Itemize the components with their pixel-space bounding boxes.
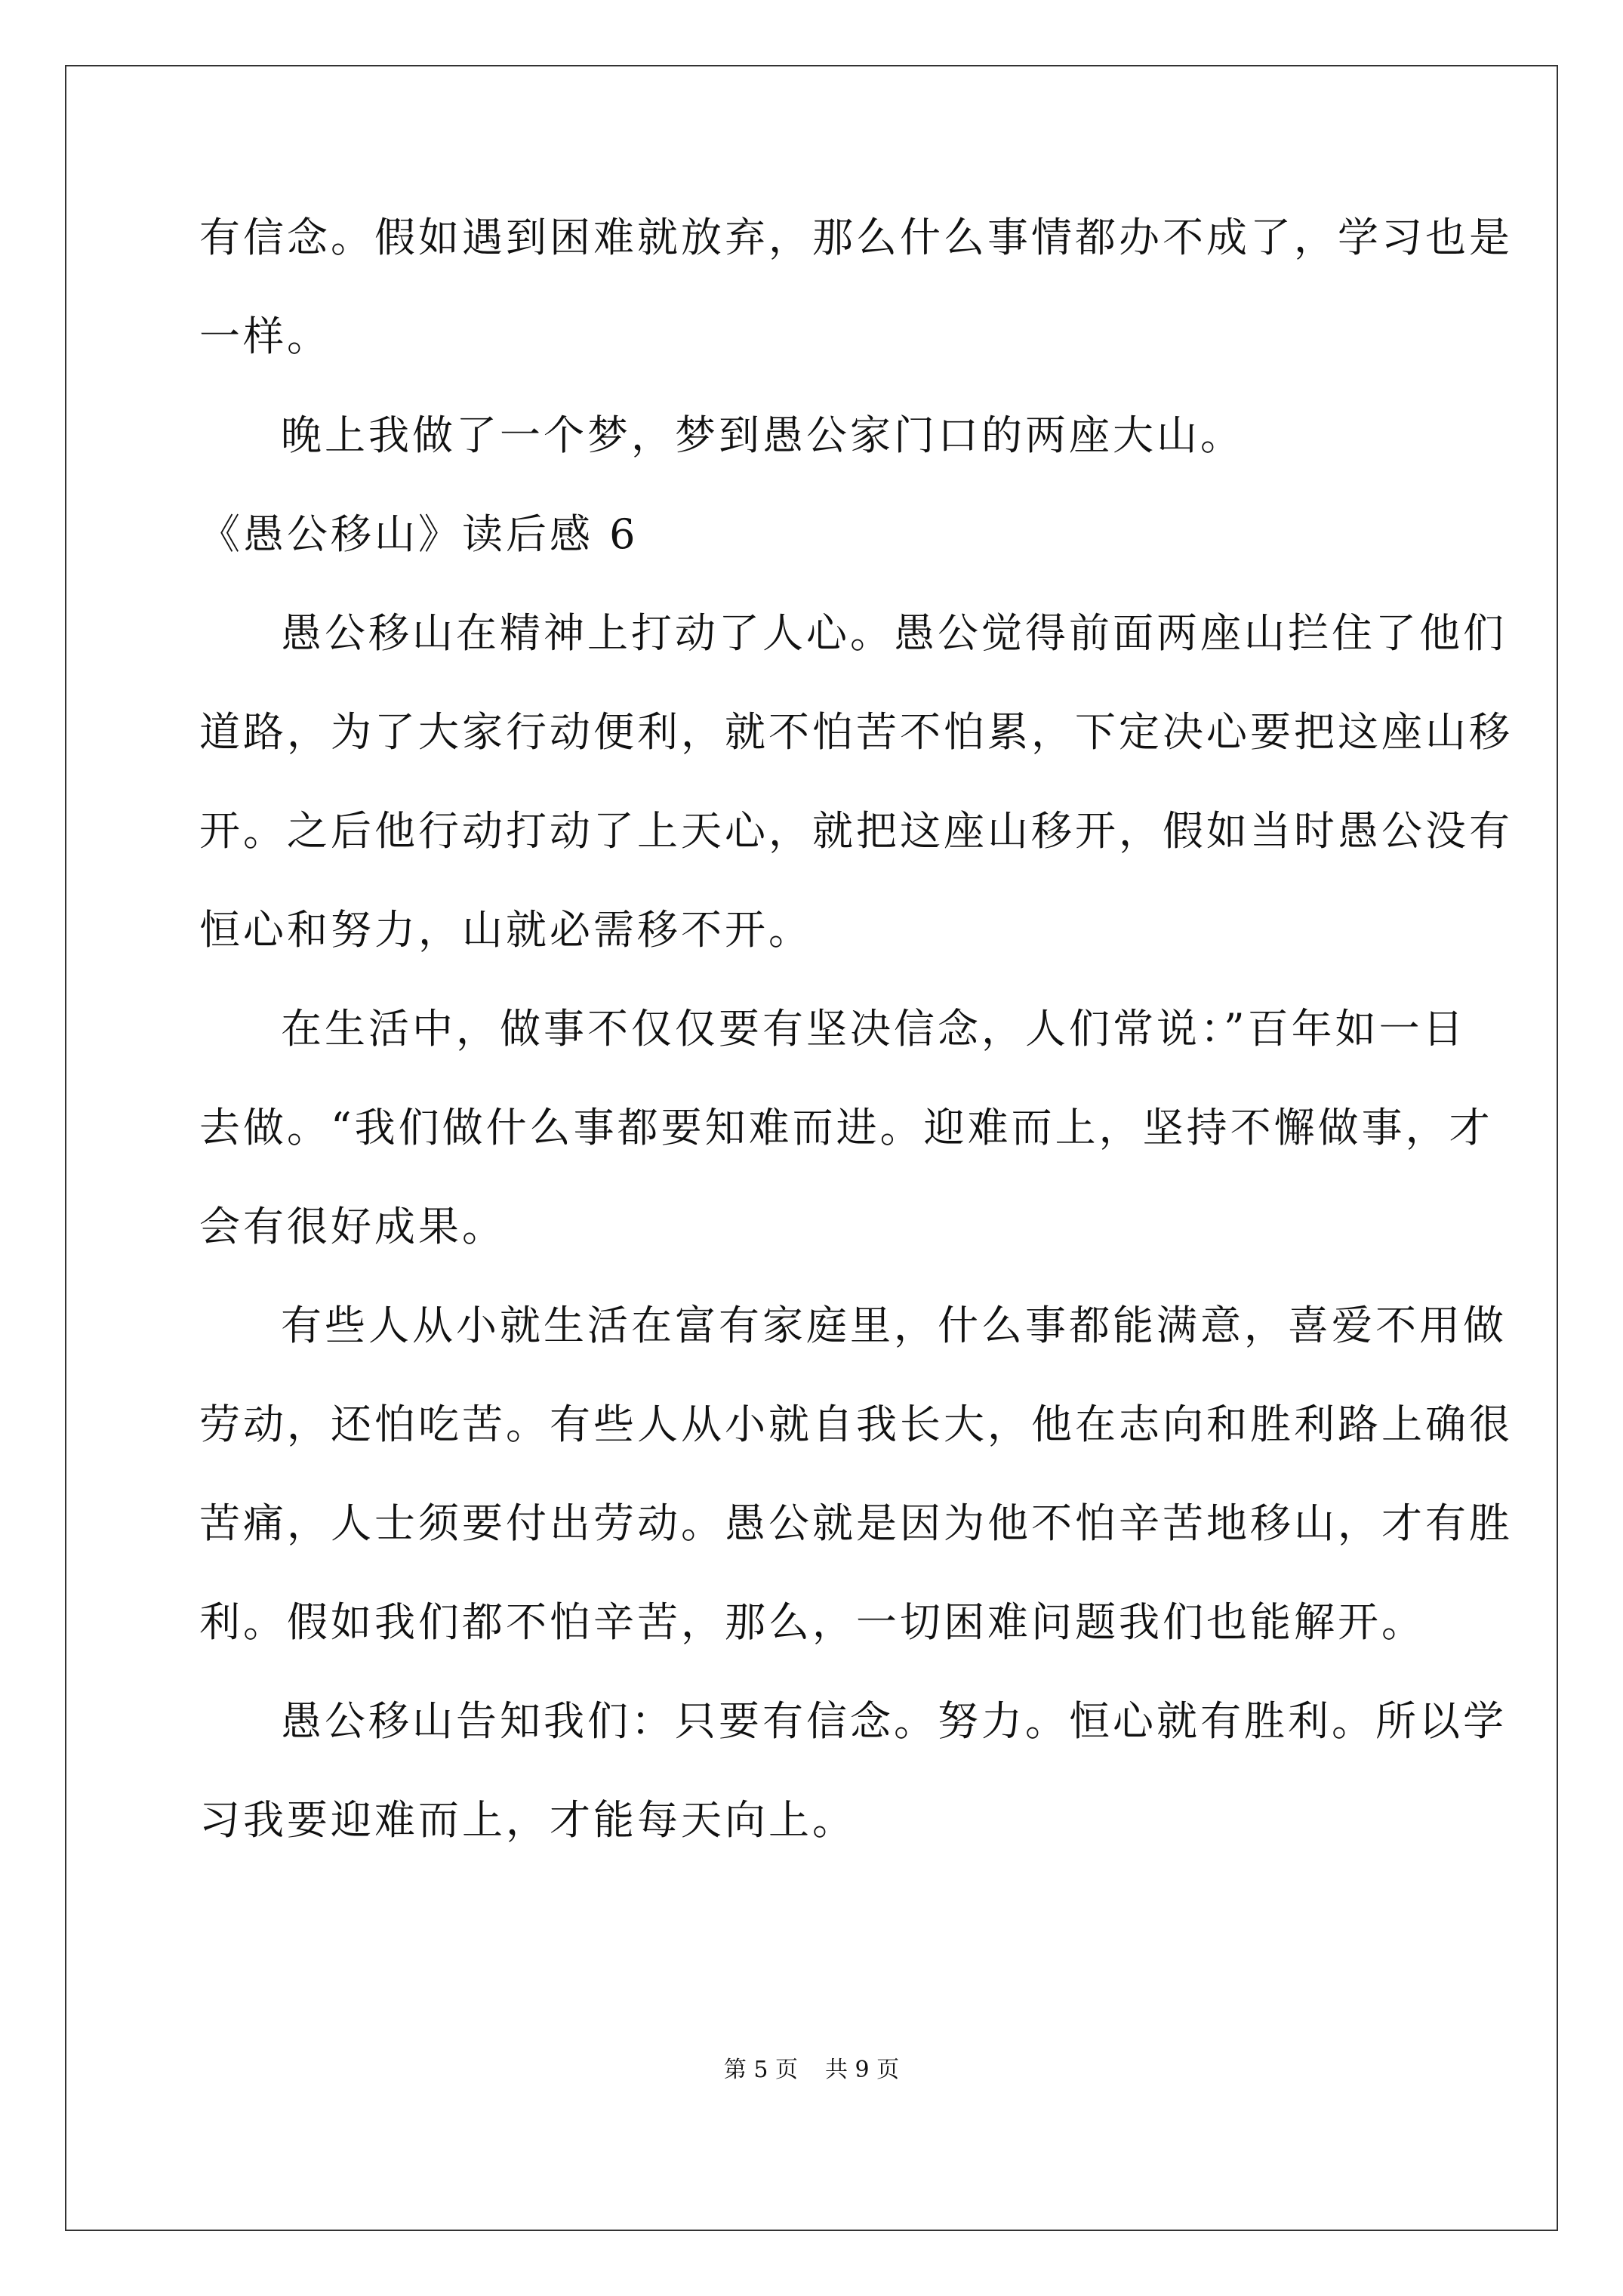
text-line: 恒心和努力，山就必需移不开。	[199, 906, 812, 954]
page-total: 共 9 页	[825, 2057, 900, 2083]
text-line: 去做。“我们做什么事都要知难而进。迎难而上，坚持不懈做事，才	[199, 1104, 1493, 1151]
text-line: 道路，为了大家行动便利，就不怕苦不怕累，下定决心要把这座山移	[199, 708, 1513, 756]
text-line: 习我要迎难而上，才能每天向上。	[199, 1796, 856, 1844]
text-line: 劳动，还怕吃苦。有些人从小就自我长大，他在志向和胜利路上确很	[199, 1401, 1513, 1448]
page-footer	[0, 2055, 1623, 2085]
text-line: 利。假如我们都不怕辛苦，那么，一切困难问题我们也能解开。	[199, 1598, 1425, 1646]
text-line: 在生活中，做事不仅仅要有坚决信念，人们常说：”百年如一日	[281, 1005, 1467, 1052]
text-line: 会有很好成果。	[199, 1203, 506, 1250]
page-number: 第 5 页	[723, 2057, 798, 2083]
text-line: 晚上我做了一个梦，梦到愚公家门口的两座大山。	[281, 411, 1244, 459]
document-body	[199, 211, 1513, 1893]
text-line: 愚公移山告知我们：只要有信念。努力。恒心就有胜利。所以学	[281, 1697, 1507, 1745]
text-line: 《愚公移山》读后感 6	[199, 510, 639, 558]
text-line: 有些人从小就生活在富有家庭里，什么事都能满意，喜爱不用做	[281, 1302, 1507, 1349]
text-line: 一样。	[199, 313, 331, 360]
text-line: 愚公移山在精神上打动了人心。愚公觉得前面两座山拦住了他们	[281, 609, 1507, 657]
text-line: 开。之后他行动打动了上天心，就把这座山移开，假如当时愚公没有	[199, 807, 1513, 855]
text-line: 有信念。假如遇到困难就放弃，那么什么事情都办不成了，学习也是	[199, 214, 1513, 261]
text-line: 苦痛，人士须要付出劳动。愚公就是因为他不怕辛苦地移山，才有胜	[199, 1499, 1513, 1547]
